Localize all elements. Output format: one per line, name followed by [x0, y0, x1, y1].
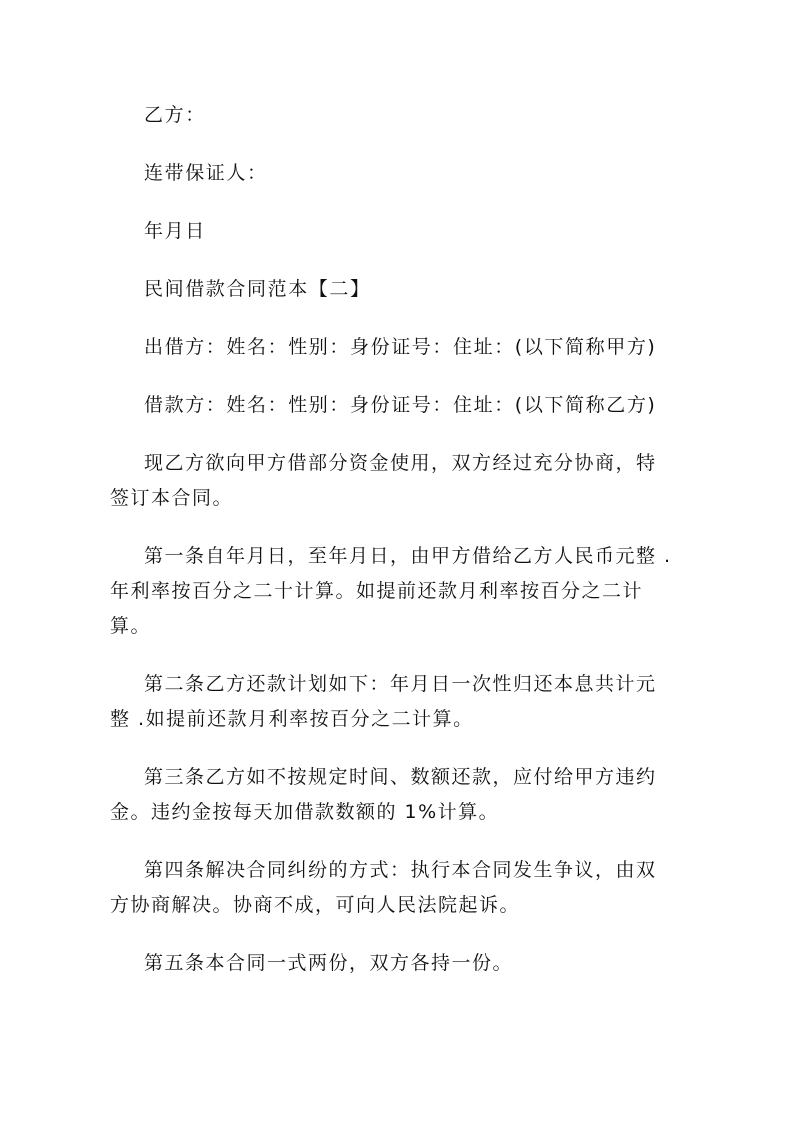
- party-b-line: 乙方：: [144, 104, 206, 126]
- text-line: 年利率按百分之二十计算。如提前还款月利率按百分之二计: [110, 580, 644, 602]
- section-title: 民间借款合同范本【二】: [144, 278, 371, 300]
- text-line: 方协商解决。协商不成，可向人民法院起诉。: [110, 894, 521, 916]
- article-5-paragraph: [110, 946, 675, 981]
- intro-paragraph: [110, 446, 675, 516]
- lender-info-line: 出借方：姓名：性别：身份证号：住址：(以下简称甲方): [144, 336, 657, 358]
- text-line: 签订本合同。: [110, 487, 234, 509]
- text-line: 金。违约金按每天加借款数额的 1%计算。: [110, 801, 500, 823]
- text-line: 整 .如提前还款月利率按百分之二计算。: [110, 708, 474, 730]
- document-body: [110, 98, 675, 1004]
- date-line: 年月日: [144, 220, 206, 242]
- text-line: 第三条乙方如不按规定时间、数额还款，应付给甲方违约: [144, 766, 657, 788]
- text-line: 现乙方欲向甲方借部分资金使用，双方经过充分协商，特: [144, 452, 657, 474]
- text-line: 第四条解决合同纠纷的方式：执行本合同发生争议，由双: [144, 859, 657, 881]
- guarantor-line: 连带保证人：: [144, 162, 268, 184]
- borrower-info-line: 借款方：姓名：性别：身份证号：住址：(以下简称乙方): [144, 394, 657, 416]
- text-line: 算。: [110, 615, 152, 637]
- text-line: 第一条自年月日，至年月日，由甲方借给乙方人民币元整 .: [144, 545, 672, 567]
- article-3-paragraph: [110, 760, 675, 830]
- article-2-paragraph: [110, 667, 675, 737]
- article-4-paragraph: [110, 853, 675, 923]
- article-1-paragraph: [110, 539, 675, 644]
- text-line: 第二条乙方还款计划如下：年月日一次性归还本息共计元: [144, 673, 657, 695]
- text-line: 第五条本合同一式两份，双方各持一份。: [144, 952, 514, 974]
